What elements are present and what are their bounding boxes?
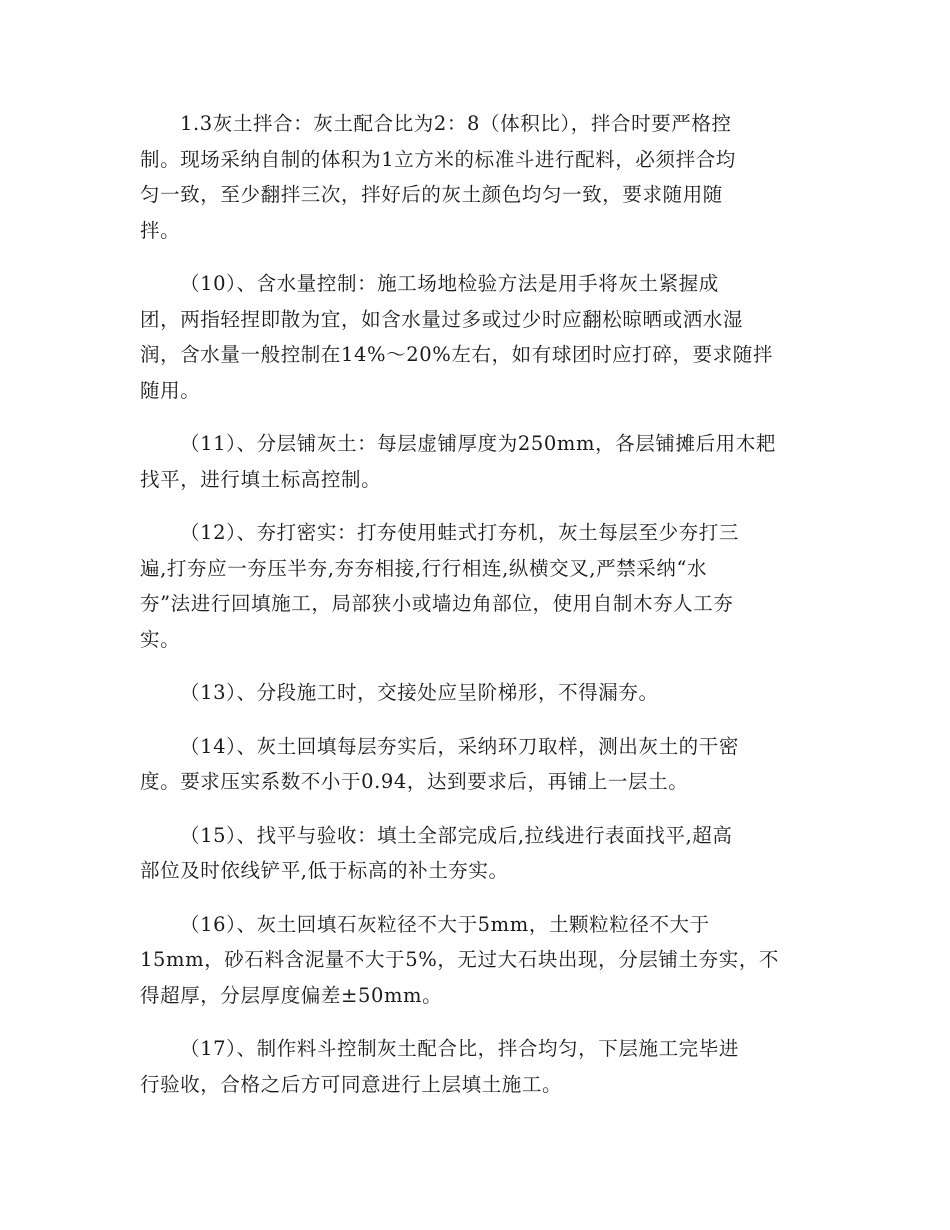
paragraph-mix-ratio-acceptance <box>140 1031 812 1102</box>
text-line: 15mm，砂石料含泥量不大于5%，无过大石块出现，分层铺土夯实，不 <box>140 948 780 971</box>
text-line: 找平，进行填土标高控制。 <box>140 467 382 491</box>
text-line: （14）、灰土回填每层夯实后，采纳环刀取样，测出灰土的干密 <box>180 734 739 758</box>
text-line: 制。现场采纳自制的体积为1立方米的标准斗进行配料，必须拌合均 <box>140 147 736 171</box>
text-line: 部位及时依线铲平,低于标高的补土夯实。 <box>140 859 509 882</box>
text-line: 团，两指轻捏即散为宜，如含水量过多或过少时应翻松晾晒或洒水湿 <box>140 307 744 331</box>
text-line: 匀一致，至少翻拌三次，拌好后的灰土颜色均匀一致，要求随用随 <box>140 183 723 206</box>
paragraph-sampling-density <box>140 729 812 800</box>
text-line: 夯”法进行回填施工，局部狭小或墙边角部位，使用自制木夯人工夯 <box>140 592 734 615</box>
text-line: （13）、分段施工时，交接处应呈阶梯形，不得漏夯。 <box>180 681 659 704</box>
text-line: 行验收，合格之后方可同意进行上层填土施工。 <box>140 1072 563 1096</box>
text-line: （10）、含水量控制：施工场地检验方法是用手将灰土紧握成 <box>180 272 719 295</box>
document-page <box>140 106 812 1120</box>
paragraph-compaction <box>140 515 812 657</box>
paragraph-moisture-control <box>140 266 812 408</box>
text-line: （16）、灰土回填石灰粒径不大于5mm，土颗粒粒径不大于 <box>180 912 710 936</box>
text-line: 润，含水量一般控制在14%～20%左右，如有球团时应打碎，要求随拌 <box>140 343 773 366</box>
text-line: 得超厚，分层厚度偏差±50mm。 <box>140 983 443 1007</box>
paragraph-segmented-construction <box>140 675 812 711</box>
text-line: 度。要求压实系数不小于0.94，达到要求后，再铺上一层土。 <box>140 770 689 793</box>
paragraph-particle-size <box>140 907 812 1014</box>
text-line: （17）、制作料斗控制灰土配合比，拌合均匀，下层施工完毕进 <box>180 1037 739 1060</box>
text-line: （11）、分层铺灰土：每层虚铺厚度为250mm，各层铺摊后用木耙 <box>180 432 776 455</box>
paragraph-lime-soil-mixing <box>140 106 812 248</box>
text-line: 1.3灰土拌合：灰土配合比为2：8（体积比），拌合时要严格控 <box>180 112 732 135</box>
paragraph-layered-spreading <box>140 426 812 497</box>
text-line: 随用。 <box>140 378 201 402</box>
text-line: 拌。 <box>140 218 181 242</box>
text-line: 遍,打夯应一夯压半夯,夯夯相接,行行相连,纵横交叉,严禁采纳“水 <box>140 556 708 580</box>
text-line: 实。 <box>140 627 181 651</box>
text-line: （15）、找平与验收：填土全部完成后,拉线进行表面找平,超高 <box>180 823 733 847</box>
text-line: （12）、夯打密实：打夯使用蛙式打夯机，灰土每层至少夯打三 <box>180 521 739 544</box>
paragraph-leveling-acceptance <box>140 818 812 889</box>
